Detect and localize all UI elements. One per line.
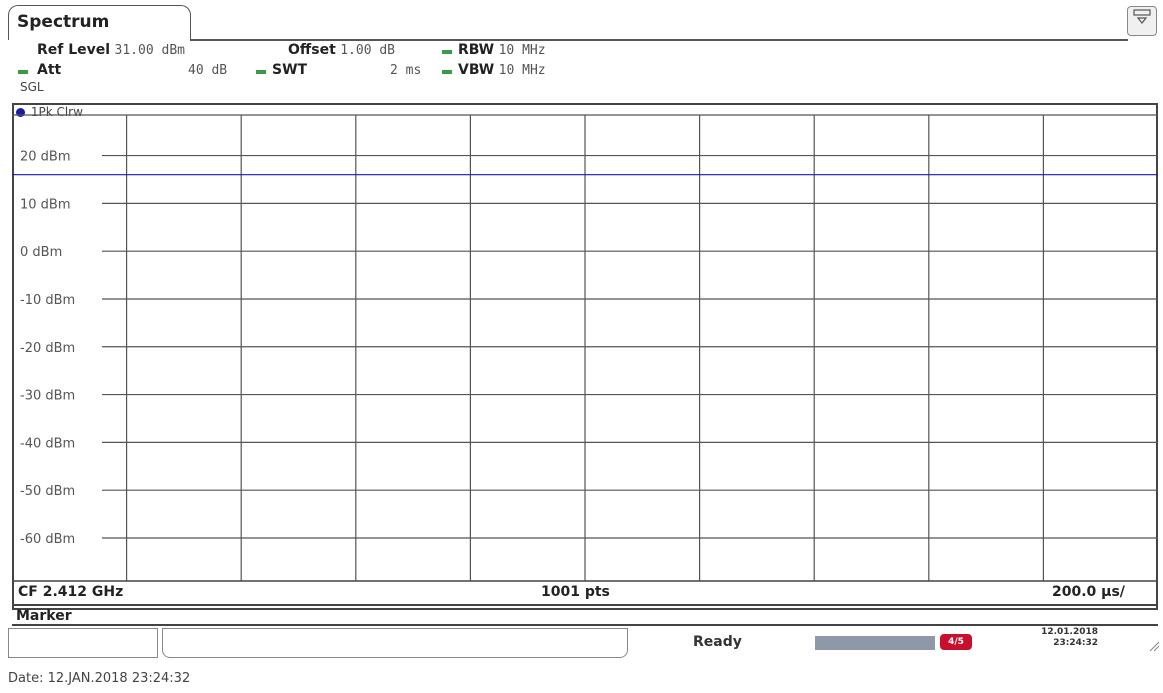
att-value: 40 dB [188, 63, 228, 78]
swt-indicator [256, 70, 266, 74]
vbw-value: 10 MHz [498, 63, 546, 78]
vbw-label: VBW [458, 62, 495, 78]
marker-panel-header[interactable]: Marker [12, 604, 1158, 626]
center-frequency-label: CF 2.412 GHz [18, 584, 124, 600]
ref-level-label: Ref Level [37, 42, 111, 58]
rbw-label: RBW [458, 42, 495, 58]
input-field-left[interactable] [8, 628, 158, 658]
status-date: 12.01.2018 [1041, 627, 1098, 637]
footer-date: Date: 12.JAN.2018 23:24:32 [8, 671, 191, 686]
swt-label: SWT [272, 62, 308, 78]
spectrum-plot[interactable] [12, 103, 1158, 610]
att-indicator [18, 70, 28, 74]
vbw-row [458, 62, 546, 78]
status-datetime [1038, 627, 1098, 649]
display-settings-glyph [1132, 7, 1152, 27]
progress-bar [815, 636, 935, 650]
y-tick-label: 10 dBm [20, 197, 71, 213]
sweep-mode-label: SGL [20, 80, 44, 94]
swt-value: 2 ms [390, 63, 422, 78]
att-label: Att [37, 62, 62, 78]
ref-level-row [37, 42, 185, 58]
offset-value: 1.00 dB [340, 43, 396, 58]
resize-grip-icon[interactable] [1148, 640, 1160, 652]
swt-row [272, 62, 307, 78]
vbw-indicator [442, 70, 452, 74]
input-field-right[interactable] [162, 628, 628, 658]
rbw-row [458, 42, 546, 58]
ref-level-value: 31.00 dBm [114, 43, 185, 58]
y-tick-label: -10 dBm [20, 292, 76, 308]
status-time: 23:24:32 [1053, 638, 1098, 648]
y-tick-label: -40 dBm [20, 436, 76, 452]
y-tick-label: -20 dBm [20, 340, 76, 356]
points-label: 1001 pts [541, 584, 610, 600]
status-ready: Ready [693, 634, 742, 650]
tab-divider-line [190, 39, 1128, 41]
rbw-indicator [442, 50, 452, 54]
offset-label: Offset [288, 42, 336, 58]
y-tick-label: -30 dBm [20, 388, 76, 404]
time-per-division-label: 200.0 µs/ [1052, 584, 1125, 600]
att-row [37, 62, 61, 78]
swt-value-wrap [390, 62, 421, 78]
rbw-value: 10 MHz [498, 43, 546, 58]
y-tick-label: -60 dBm [20, 531, 76, 547]
offset-row [288, 42, 395, 58]
att-value-wrap [188, 62, 227, 78]
tab-spectrum[interactable]: Spectrum [8, 5, 191, 40]
trace-label-text: 1Pk Clrw [30, 105, 83, 119]
y-tick-label: 20 dBm [20, 149, 71, 165]
y-tick-label: -50 dBm [20, 484, 76, 500]
y-tick-label: 0 dBm [20, 245, 63, 261]
display-settings-icon[interactable] [1127, 6, 1157, 36]
status-badge: 4/5 [940, 634, 972, 650]
